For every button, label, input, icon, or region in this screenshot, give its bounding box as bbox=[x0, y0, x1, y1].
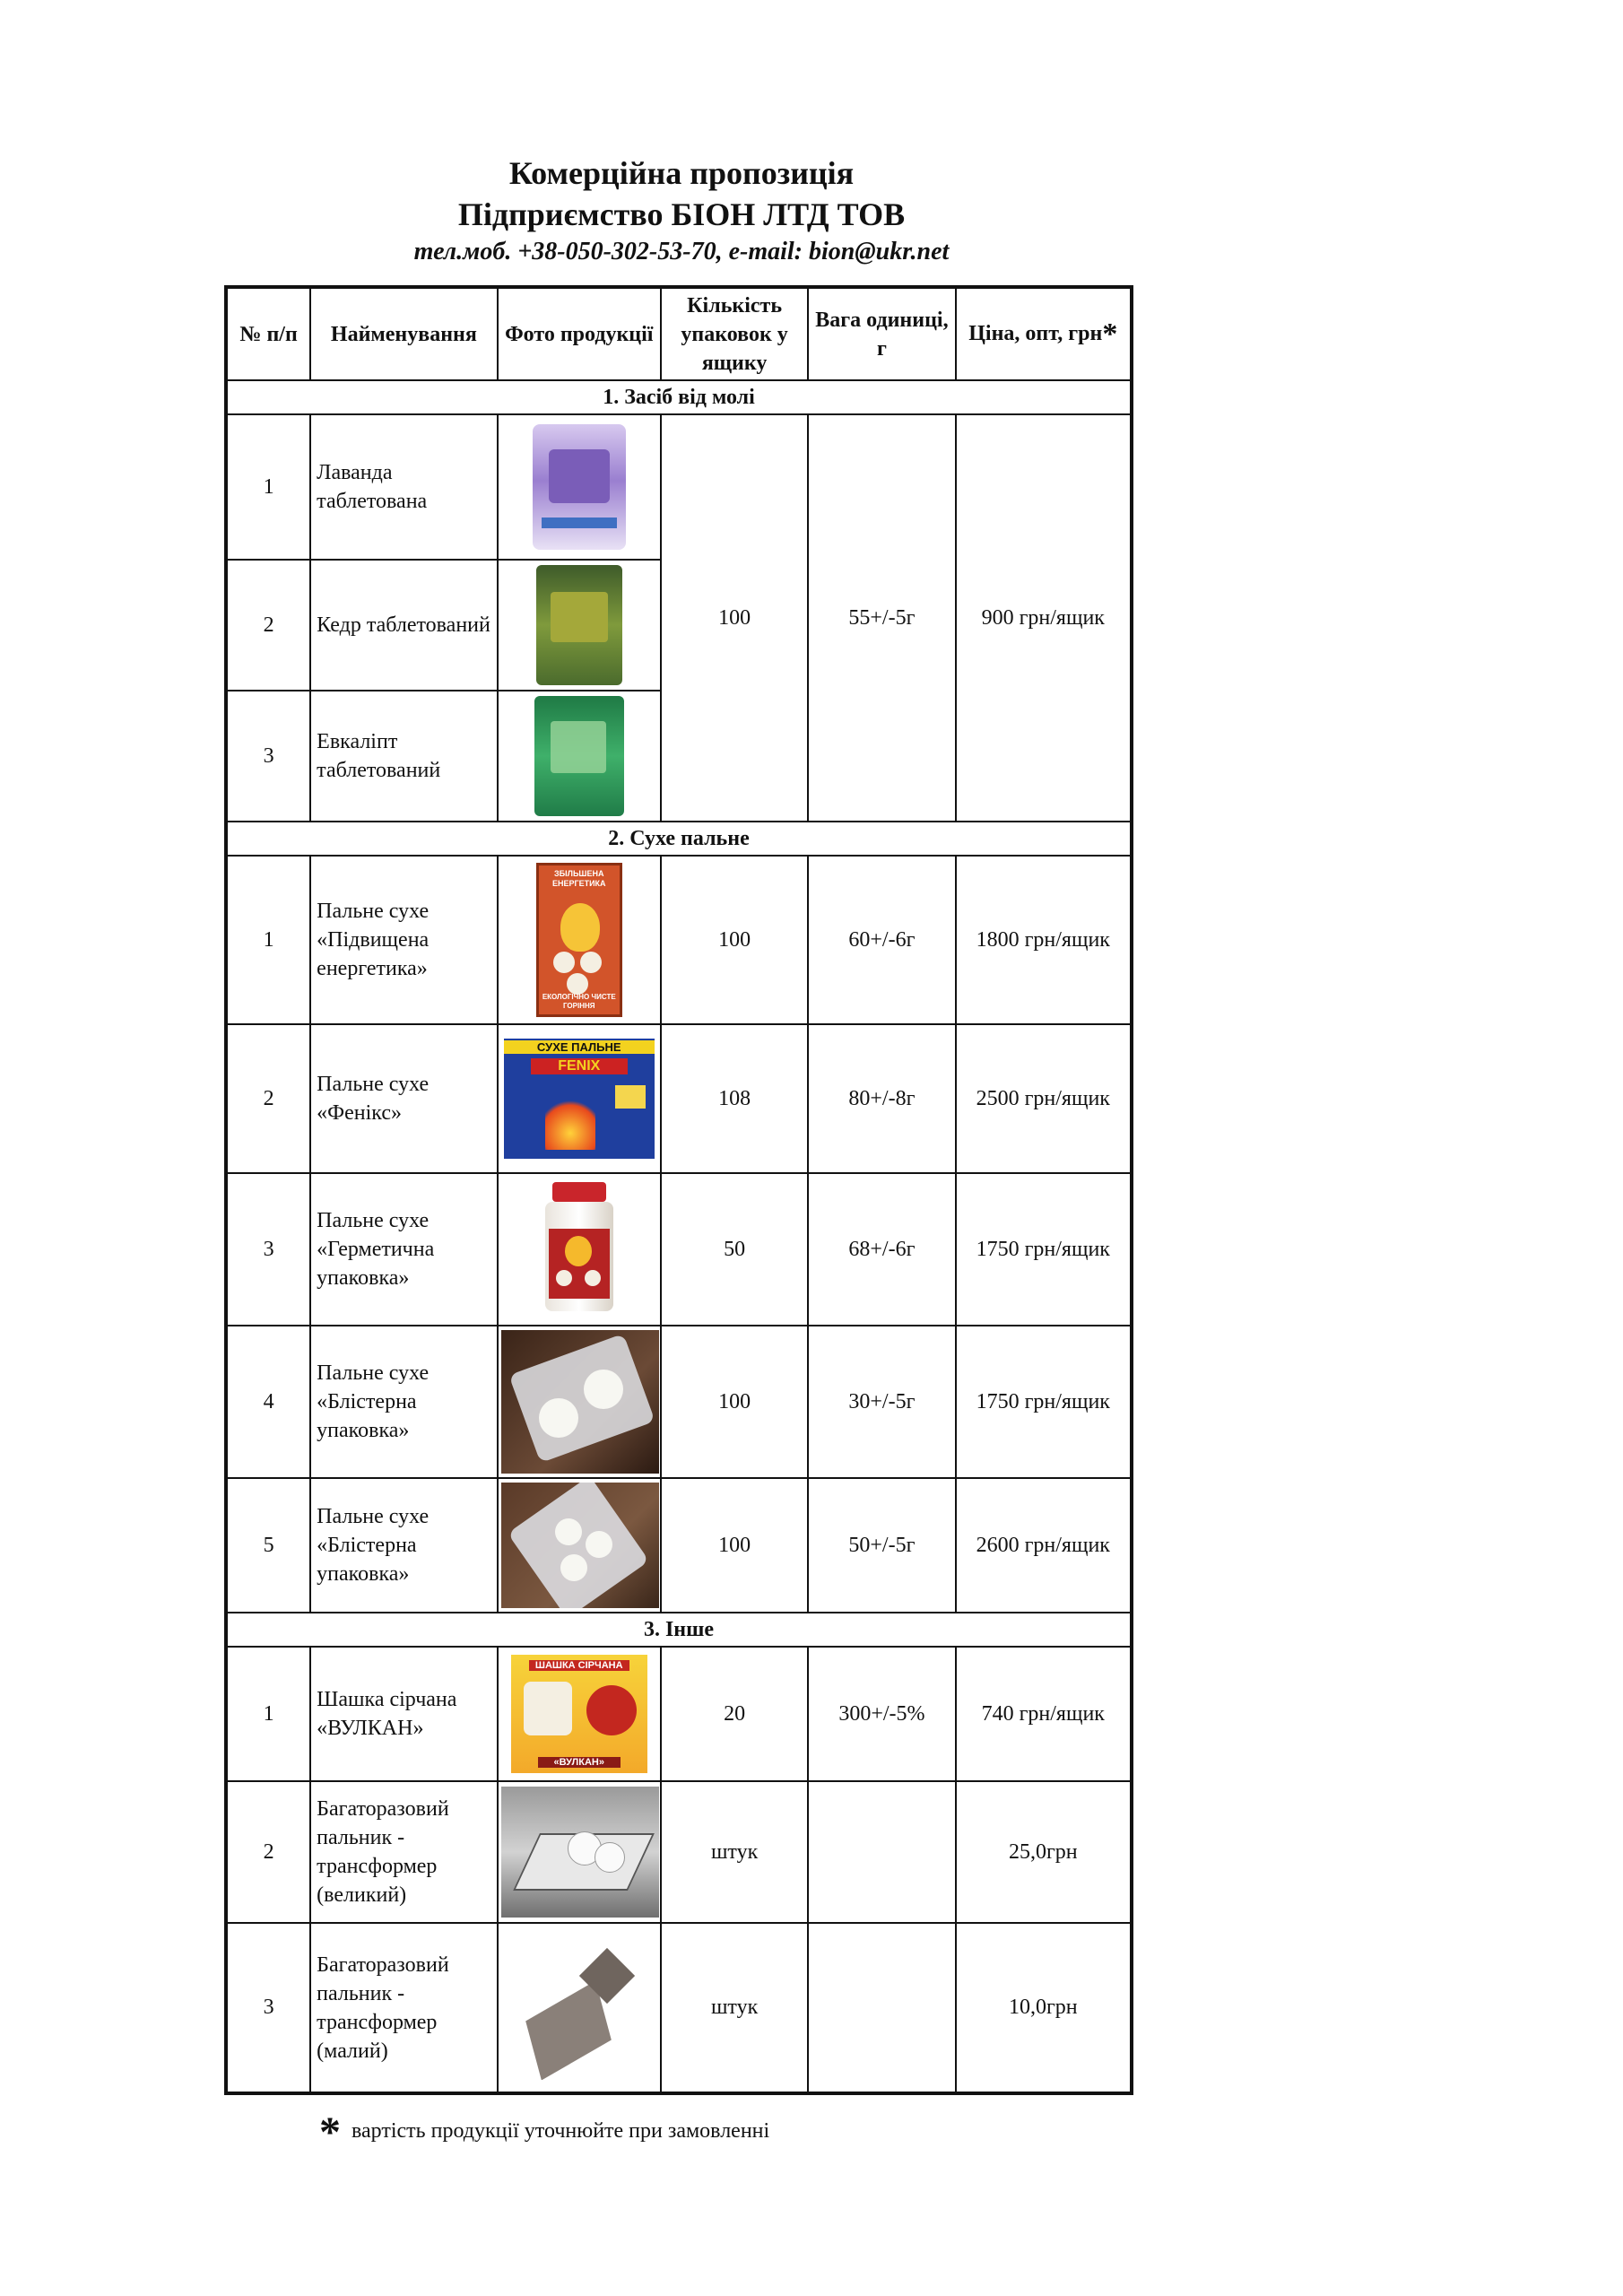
qty-cell: 100 bbox=[661, 1326, 808, 1478]
qty-cell: 50 bbox=[661, 1173, 808, 1326]
section-title: 1. Засіб від молі bbox=[226, 380, 1132, 414]
product-name: Пальне сухе «Підвищена енергетика» bbox=[310, 856, 497, 1024]
qty-cell: 20 bbox=[661, 1647, 808, 1781]
section-row bbox=[226, 822, 1132, 856]
product-photo bbox=[498, 1173, 661, 1326]
weight-cell: 60+/-6г bbox=[808, 856, 955, 1024]
shared-weight: 55+/-5г bbox=[808, 414, 955, 822]
table-row bbox=[226, 856, 1132, 1024]
col-qty-header: Кількість упаковок у ящику bbox=[661, 287, 808, 380]
footnote-text: вартість продукції уточнюйте при замовленні bbox=[352, 2119, 770, 2143]
row-number: 2 bbox=[226, 1024, 310, 1173]
product-name: Шашка сірчана «ВУЛКАН» bbox=[310, 1647, 497, 1781]
footnote bbox=[319, 2108, 769, 2157]
shared-price: 900 грн/ящик bbox=[956, 414, 1132, 822]
product-photo bbox=[498, 1024, 661, 1173]
weight-cell: 30+/-5г bbox=[808, 1326, 955, 1478]
table-row bbox=[226, 1647, 1132, 1781]
table-header-row bbox=[226, 287, 1132, 380]
document-title: Комерційна пропозиція bbox=[508, 155, 855, 191]
product-photo bbox=[498, 414, 661, 560]
product-name: Пальне сухе «Герметична упаковка» bbox=[310, 1173, 497, 1326]
qty-cell: 108 bbox=[661, 1024, 808, 1173]
cedar-pack-icon bbox=[536, 565, 622, 685]
col-photo-header: Фото продукції bbox=[498, 287, 661, 380]
price-cell: 1750 грн/ящик bbox=[956, 1173, 1132, 1326]
lavender-pack-icon bbox=[533, 424, 626, 550]
burner-small-icon bbox=[512, 1936, 647, 2080]
photo-label: ЕКОЛОГІЧНО ЧИСТЕ ГОРІННЯ bbox=[542, 993, 616, 1010]
row-number: 1 bbox=[226, 414, 310, 560]
table-row bbox=[226, 1326, 1132, 1478]
row-number: 3 bbox=[226, 691, 310, 822]
row-number: 2 bbox=[226, 560, 310, 691]
product-photo bbox=[498, 1326, 661, 1478]
qty-cell: 100 bbox=[661, 1478, 808, 1613]
weight-cell bbox=[808, 1923, 955, 2093]
blister-pack-icon bbox=[501, 1330, 659, 1474]
blister-pack-icon bbox=[501, 1483, 659, 1608]
price-cell: 740 грн/ящик bbox=[956, 1647, 1132, 1781]
offer-table bbox=[224, 285, 1133, 2095]
eucalyptus-pack-icon bbox=[534, 696, 624, 816]
sealed-jar-icon bbox=[534, 1182, 624, 1317]
photo-label: FENIX bbox=[531, 1058, 628, 1074]
qty-cell: 100 bbox=[661, 856, 808, 1024]
company-name: Підприємство БІОН ЛТД ТОВ bbox=[457, 196, 906, 232]
row-number: 3 bbox=[226, 1923, 310, 2093]
fuel-box-icon bbox=[536, 863, 622, 1017]
price-cell: 1800 грн/ящик bbox=[956, 856, 1132, 1024]
product-name: Пальне сухе «Блістерна упаковка» bbox=[310, 1478, 497, 1613]
row-number: 1 bbox=[226, 856, 310, 1024]
price-cell: 2500 грн/ящик bbox=[956, 1024, 1132, 1173]
weight-cell: 68+/-6г bbox=[808, 1173, 955, 1326]
product-name: Пальне сухе «Фенікс» bbox=[310, 1024, 497, 1173]
table-row bbox=[226, 1024, 1132, 1173]
product-photo bbox=[498, 1923, 661, 2093]
weight-cell: 300+/-5% bbox=[808, 1647, 955, 1781]
price-cell: 25,0грн bbox=[956, 1781, 1132, 1923]
product-photo bbox=[498, 1647, 661, 1781]
product-photo bbox=[498, 1478, 661, 1613]
product-name: Багаторазовий пальник - трансформер (малий) bbox=[310, 1923, 497, 2093]
table-row bbox=[226, 1478, 1132, 1613]
section-title: 3. Інше bbox=[226, 1613, 1132, 1647]
document-header bbox=[0, 152, 1363, 269]
product-name: Лаванда таблетована bbox=[310, 414, 497, 560]
section-title: 2. Сухе пальне bbox=[226, 822, 1132, 856]
shared-qty: 100 bbox=[661, 414, 808, 822]
product-photo bbox=[498, 560, 661, 691]
row-number: 5 bbox=[226, 1478, 310, 1613]
photo-label: СУХЕ ПАЛЬНЕ bbox=[504, 1040, 655, 1054]
weight-cell: 50+/-5г bbox=[808, 1478, 955, 1613]
photo-label: ЗБІЛЬШЕНА ЕНЕРГЕТИКА bbox=[551, 869, 606, 888]
price-cell: 10,0грн bbox=[956, 1923, 1132, 2093]
table-row bbox=[226, 1173, 1132, 1326]
product-photo bbox=[498, 691, 661, 822]
row-number: 1 bbox=[226, 1647, 310, 1781]
product-name: Евкаліпт таблетований bbox=[310, 691, 497, 822]
col-name-header: Найменування bbox=[310, 287, 497, 380]
asterisk-icon: * bbox=[319, 2109, 341, 2156]
row-number: 3 bbox=[226, 1173, 310, 1326]
sulfur-candle-box-icon bbox=[511, 1655, 647, 1773]
section-row bbox=[226, 380, 1132, 414]
contact-line: тел.моб. +38-050-302-53-70, e-mail: bion@ukr.net bbox=[413, 238, 950, 265]
qty-cell: штук bbox=[661, 1923, 808, 2093]
product-name: Багаторазовий пальник - трансформер (великий) bbox=[310, 1781, 497, 1923]
price-cell: 1750 грн/ящик bbox=[956, 1326, 1132, 1478]
table-row bbox=[226, 414, 1132, 560]
asterisk-icon: * bbox=[1102, 317, 1118, 351]
product-name: Пальне сухе «Блістерна упаковка» bbox=[310, 1326, 497, 1478]
photo-label: ШАШКА СІРЧАНА bbox=[529, 1660, 629, 1671]
qty-cell: штук bbox=[661, 1781, 808, 1923]
price-cell: 2600 грн/ящик bbox=[956, 1478, 1132, 1613]
col-weight-header: Вага одиниці, г bbox=[808, 287, 955, 380]
row-number: 4 bbox=[226, 1326, 310, 1478]
product-photo bbox=[498, 856, 661, 1024]
product-photo bbox=[498, 1781, 661, 1923]
col-num-header: № п/п bbox=[226, 287, 310, 380]
fenix-box-icon bbox=[504, 1039, 655, 1159]
weight-cell: 80+/-8г bbox=[808, 1024, 955, 1173]
photo-label: «ВУЛКАН» bbox=[538, 1757, 621, 1768]
burner-large-icon bbox=[501, 1787, 659, 1918]
col-price-header: Ціна, опт, грн* bbox=[956, 287, 1132, 380]
table-row bbox=[226, 1923, 1132, 2093]
table-row bbox=[226, 1781, 1132, 1923]
product-name: Кедр таблетований bbox=[310, 560, 497, 691]
weight-cell bbox=[808, 1781, 955, 1923]
section-row bbox=[226, 1613, 1132, 1647]
row-number: 2 bbox=[226, 1781, 310, 1923]
